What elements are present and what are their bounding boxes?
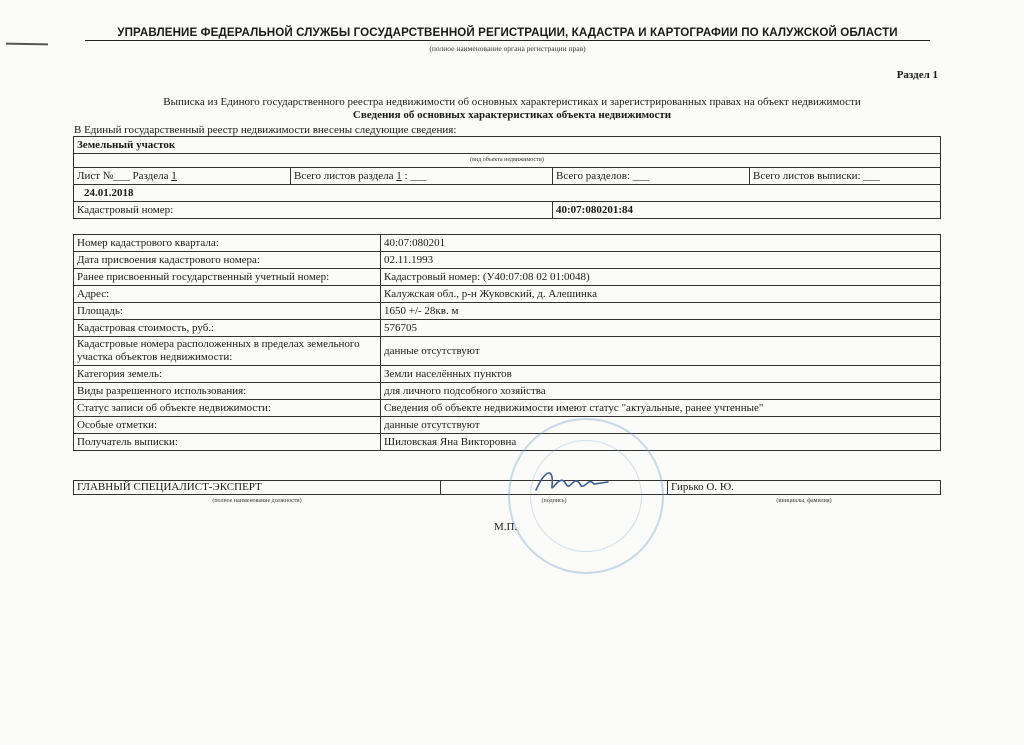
document-subtitle: Сведения об основных характеристиках объекта недвижимости [352,109,672,121]
table-row [74,383,941,400]
property-value: данные отсутствуют [381,417,941,434]
property-value: Кадастровый номер: (У40:07:08 02 01:0048) [381,269,941,286]
property-label: Получатель выписки: [74,434,381,451]
table-row [74,417,941,434]
seal-place-label: М.П. [494,521,518,533]
property-value: 02.11.1993 [381,252,941,269]
property-label: Кадастровая стоимость, руб.: [74,320,381,337]
property-value: 40:07:080201 [381,235,941,252]
property-label: Статус записи об объекте недвижимости: [74,400,381,417]
handwritten-signature [532,462,612,502]
table-row [74,320,941,337]
table-row [74,235,941,252]
total-sheets-section-value: 1 [396,169,402,182]
intro-text: В Единый государственный реестр недвижимости внесены следующие сведения: [74,124,457,136]
table-row [74,434,941,451]
section-label: Раздел 1 [896,69,938,81]
table-row [74,400,941,417]
sheet-value: 1 [171,169,177,182]
extract-date: 24.01.2018 [74,185,941,202]
property-label: Адрес: [74,286,381,303]
property-label: Особые отметки: [74,417,381,434]
property-value: для личного подсобного хозяйства [381,383,941,400]
property-value: Калужская обл., р-н Жуковский, д. Алешинка [381,286,941,303]
property-value: Шиловская Яна Викторовна [381,434,941,451]
property-label: Дата присвоения кадастрового номера: [74,252,381,269]
object-type-caption: (вид объекта недвижимости) [74,154,941,168]
cadastral-number-label: Кадастровый номер: [74,202,553,219]
property-label: Ранее присвоенный государственный учетный номер: [74,269,381,286]
table-row [74,337,941,366]
property-value: Сведения об объекте недвижимости имеют статус "актуальные, ранее учтенные" [381,400,941,417]
name-caption: (инициалы, фамилия) [776,498,832,504]
table-row [74,269,941,286]
property-value: 1650 +/- 28кв. м [381,303,941,320]
table-row [74,366,941,383]
object-type: Земельный участок [74,137,941,154]
property-label: Кадастровые номера расположенных в пределах земельного участка объектов недвижимости: [74,337,381,366]
table-row [74,286,941,303]
property-value: 576705 [381,320,941,337]
sign-caption: (подпись) [541,498,567,504]
property-value: Земли населённых пунктов [381,366,941,383]
sheet-number-cell [74,168,291,185]
sheet-label: Лист №___ Раздела [77,169,169,182]
total-sheets-section-cell [291,168,553,185]
document-title: Выписка из Единого государственного реестра недвижимости об основных характеристиках и зарегистрированных правах на объект недвижимости [163,96,861,108]
property-label: Категория земель: [74,366,381,383]
official-position: ГЛАВНЫЙ СПЕЦИАЛИСТ-ЭКСПЕРТ [74,481,441,495]
total-sheets-section-suffix: : ___ [404,169,427,182]
property-label: Площадь: [74,303,381,320]
position-caption: (полное наименование должности) [212,498,302,504]
table-row [74,252,941,269]
total-sheets-section-label: Всего листов раздела [294,169,394,182]
property-label: Номер кадастрового квартала: [74,235,381,252]
official-name: Гирько О. Ю. [668,481,941,495]
object-header-table [73,136,941,219]
org-caption: (полное наименование органа регистрации прав) [429,44,586,53]
property-label: Виды разрешенного использования: [74,383,381,400]
margin-dash [6,43,48,46]
signature-table [73,480,941,508]
org-name: УПРАВЛЕНИЕ ФЕДЕРАЛЬНОЙ СЛУЖБЫ ГОСУДАРСТВЕННОЙ РЕГИСТРАЦИИ, КАДАСТРА И КАРТОГРАФИИ ПО КАЛУЖСКОЙ ОБЛАСТИ [85,26,930,41]
cadastral-number: 40:07:080201:84 [553,202,941,219]
property-value: данные отсутствуют [381,337,941,366]
table-row [74,303,941,320]
total-sections: Всего разделов: ___ [553,168,750,185]
total-sheets-extract: Всего листов выписки: ___ [750,168,941,185]
properties-table [73,234,941,451]
